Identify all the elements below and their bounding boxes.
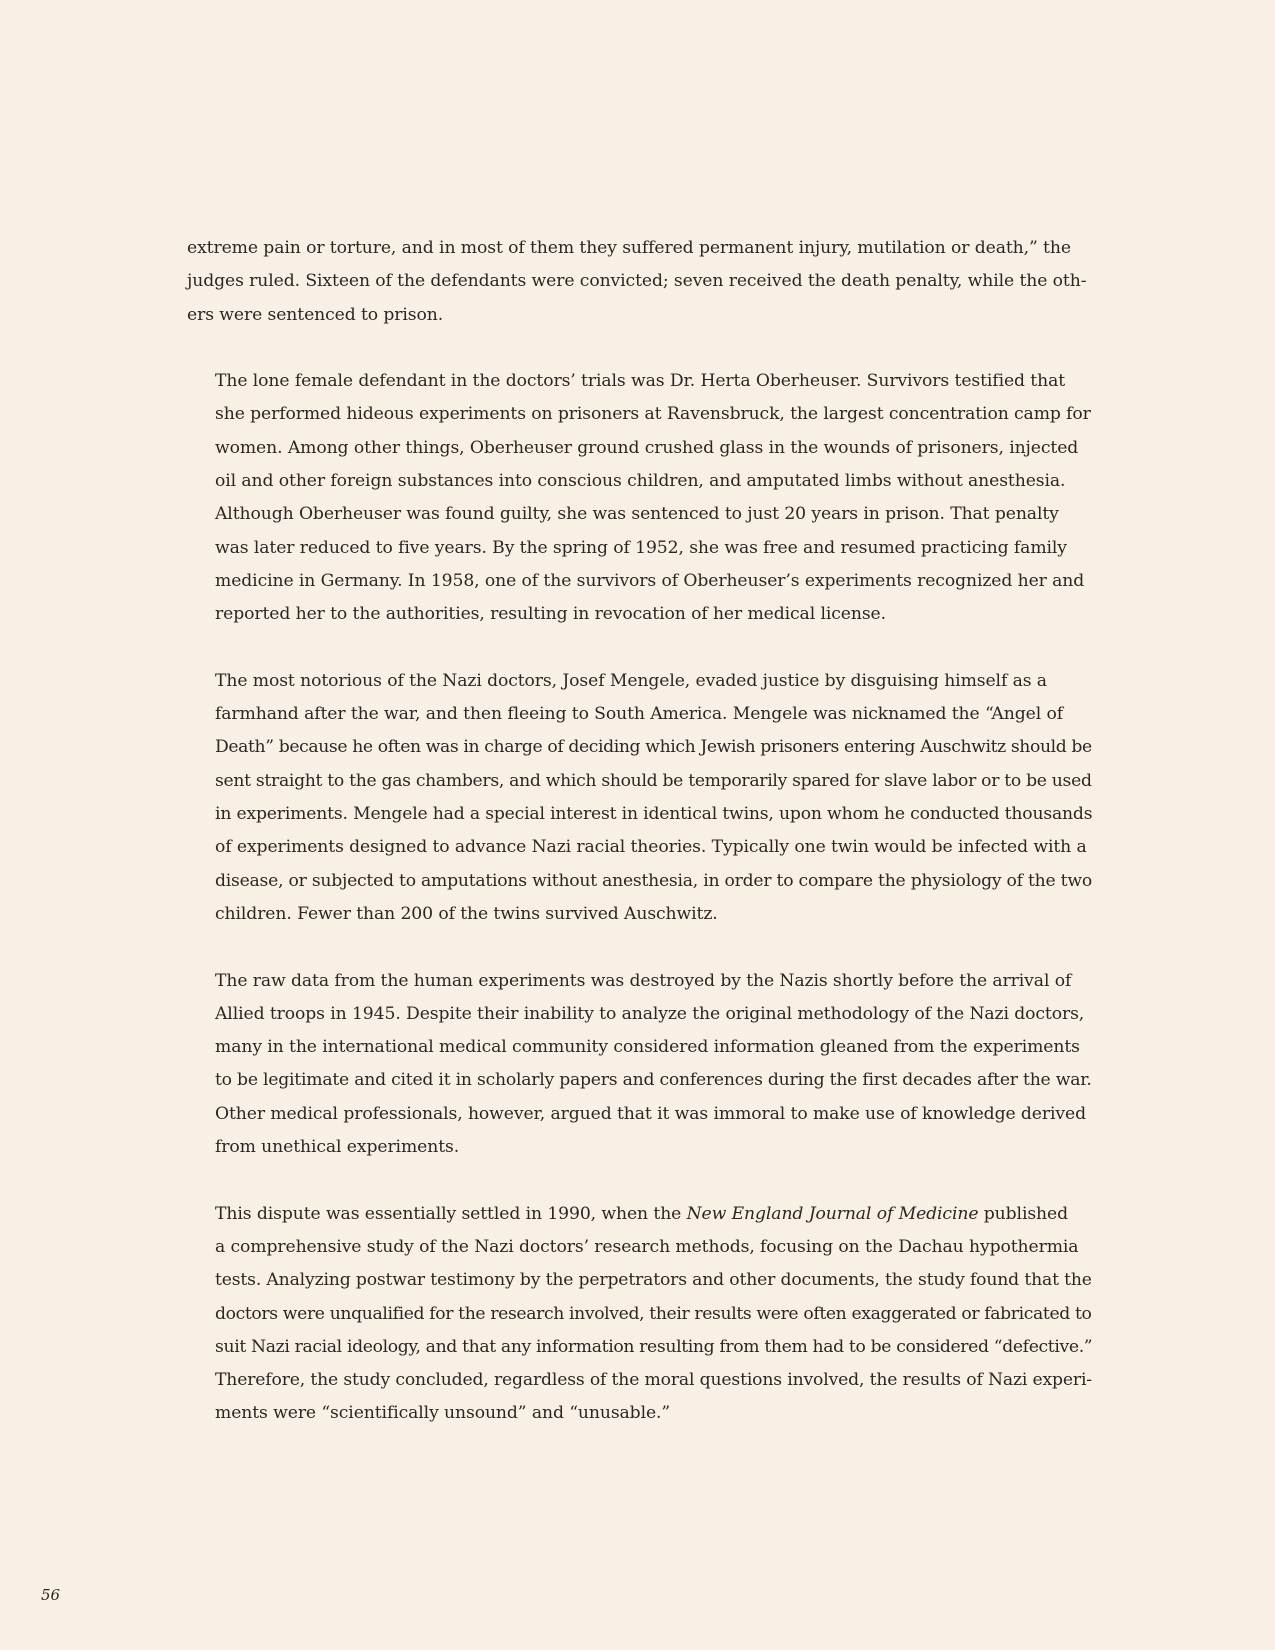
text-line: tests. Analyzing postwar testimony by the perpetrators and other documents, the study found that the — [215, 1270, 1092, 1291]
paragraph-raw-data — [187, 965, 1092, 1165]
text-line: oil and other foreign substances into conscious children, and amputated limbs without anesthesia. — [215, 471, 1066, 492]
text-line: sent straight to the gas chambers, and which should be temporarily spared for slave labor or to be used — [215, 770, 1092, 791]
text-line: The most notorious of the Nazi doctors, Josef Mengele, evaded justice by disguising himself as a — [215, 670, 1047, 691]
text-line: Therefore, the study concluded, regardless of the moral questions involved, the results of Nazi experi- — [215, 1370, 1092, 1391]
text-line: medicine in Germany. In 1958, one of the survivors of Oberheuser’s experiments recognized her and — [215, 570, 1085, 591]
text-line: a comprehensive study of the Nazi doctors’ research methods, focusing on the Dachau hypothermia — [215, 1236, 1079, 1257]
text-line: children. Fewer than 200 of the twins survived Auschwitz. — [215, 903, 718, 924]
text-line: of experiments designed to advance Nazi racial theories. Typically one twin would be infected with a — [215, 837, 1087, 858]
text-line: Although Oberheuser was found guilty, she was sentenced to just 20 years in prison. That penalty — [215, 504, 1059, 525]
text-line: suit Nazi racial ideology, and that any information resulting from them had to be considered “defective.” — [215, 1336, 1093, 1357]
paragraph-oberheuser — [187, 365, 1092, 631]
text-line: farmhand after the war, and then fleeing to South America. Mengele was nicknamed the “Angel of — [215, 704, 1063, 725]
text-line: ers were sentenced to prison. — [187, 304, 444, 325]
page-number: 56 — [41, 1586, 61, 1604]
text-line: from unethical experiments. — [215, 1137, 460, 1158]
text-line: women. Among other things, Oberheuser ground crushed glass in the wounds of prisoners, injected — [215, 437, 1079, 458]
text-line: Other medical professionals, however, argued that it was immoral to make use of knowledge derived — [215, 1103, 1086, 1124]
text-line: reported her to the authorities, resulting in revocation of her medical license. — [215, 604, 886, 625]
paragraph-mengele — [187, 665, 1092, 931]
paragraph-sentencing — [187, 232, 1092, 332]
text-line: ments were “scientifically unsound” and “unusable.” — [215, 1403, 671, 1424]
text-line: extreme pain or torture, and in most of them they suffered permanent injury, mutilation or death,” the — [187, 238, 1071, 258]
text-line: The lone female defendant in the doctors’ trials was Dr. Herta Oberheuser. Survivors testified that — [215, 371, 1066, 392]
text-line: many in the international medical community considered information gleaned from the experiments — [215, 1037, 1080, 1058]
text-line: disease, or subjected to amputations without anesthesia, in order to compare the physiology of the two — [215, 870, 1092, 891]
text-run: This dispute was essentially settled in 1990, when the — [215, 1203, 687, 1224]
text-line: The raw data from the human experiments was destroyed by the Nazis shortly before the arrival of — [215, 970, 1072, 991]
text-line: to be legitimate and cited it in scholarly papers and conferences during the first decades after the war. — [215, 1070, 1092, 1091]
text-line: Death” because he often was in charge of deciding which Jewish prisoners entering Auschwitz should be — [215, 737, 1092, 758]
text-line — [187, 1198, 1092, 1231]
text-line: she performed hideous experiments on prisoners at Ravensbruck, the largest concentration camp for — [215, 404, 1091, 425]
text-line: in experiments. Mengele had a special interest in identical twins, upon whom he conducted thousands — [215, 804, 1093, 825]
text-line: was later reduced to five years. By the spring of 1952, she was free and resumed practicing family — [215, 537, 1067, 558]
text-line: Allied troops in 1945. Despite their inability to analyze the original methodology of the Nazi doctors, — [215, 1003, 1085, 1024]
text-run: published — [978, 1203, 1069, 1224]
body-text — [187, 232, 1092, 1464]
text-line: doctors were unqualified for the research involved, their results were often exaggerated or fabricated to — [215, 1303, 1092, 1324]
journal-title: New England Journal of Medicine — [686, 1203, 979, 1224]
text-line: judges ruled. Sixteen of the defendants were convicted; seven received the death penalty, while the oth- — [187, 271, 1087, 292]
paragraph-dispute — [187, 1198, 1092, 1431]
